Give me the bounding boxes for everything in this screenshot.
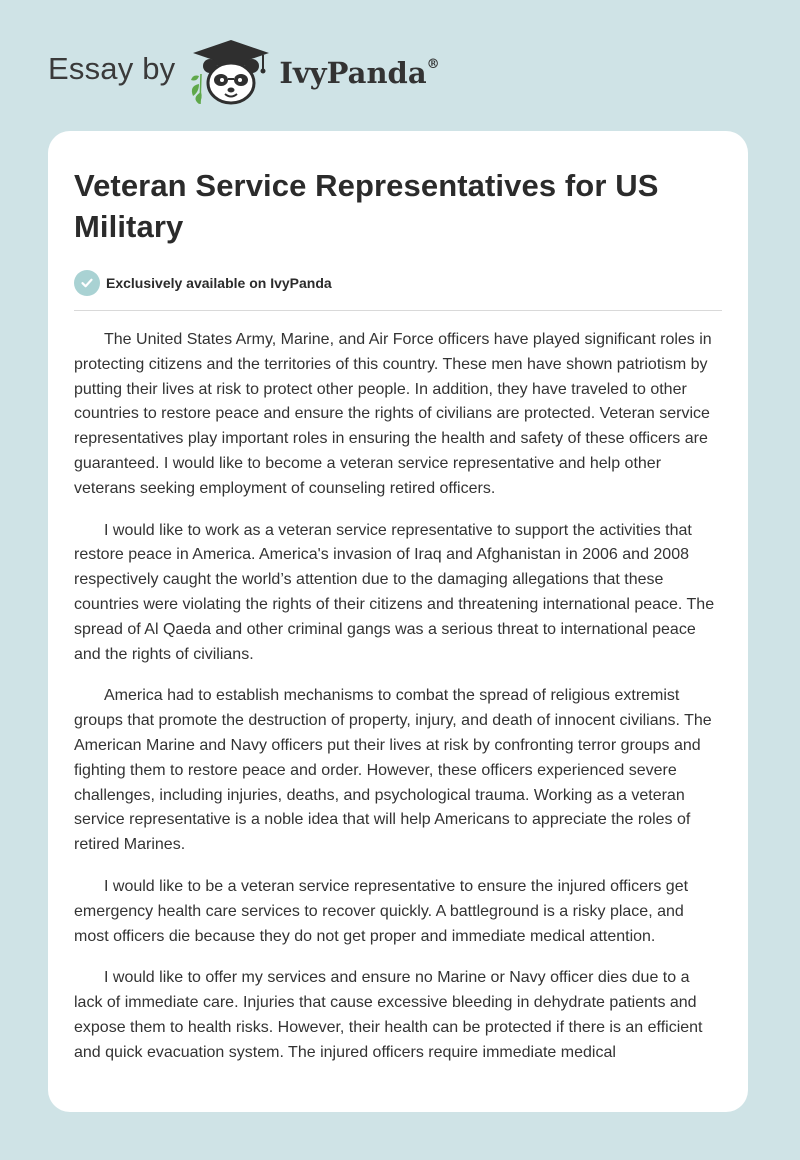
divider xyxy=(74,310,722,311)
brand-text[interactable]: IvyPanda xyxy=(279,56,427,90)
essay-card xyxy=(48,131,748,1112)
essay-body xyxy=(74,328,722,1066)
brand-name[interactable] xyxy=(279,56,439,90)
paragraph: The United States Army, Marine, and Air Force officers have played significant roles in protecting citizens and the territories of this country. These men have shown patriotism by putting their lives at risk to protect other people. In addition, they have traveled to other countries to restore peace and ensure the rights of civilians are protected. Veteran service representatives play important roles in ensuring the health and safety of these officers are guaranteed. I would like to become a veteran service representative and help other veterans seeking employment of counseling retired officers. xyxy=(74,331,712,497)
panda-graduation-cap-icon[interactable] xyxy=(185,36,277,106)
paragraph: America had to establish mechanisms to combat the spread of religious extremist groups that promote the destruction of property, injury, and death of innocent civilians. The American Marine and Navy officers put their lives at risk by confronting terror groups and fighting them to restore peace and order. However, these officers experienced severe challenges, including injuries, deaths, and psychological trauma. Working as a veteran service representative is a noble idea that will help Americans to appreciate the roles of retired Marines. xyxy=(74,687,712,854)
check-circle-icon xyxy=(74,270,100,296)
essay-by-label: Essay by xyxy=(48,51,176,86)
exclusive-badge-text: Exclusively available on IvyPanda xyxy=(106,275,332,291)
paragraph: I would like to offer my services and ensure no Marine or Navy officer dies due to a lack of immediate care. Injuries that cause excessive bleeding in dehydrate patients and expose them to health risks. However, their health can be protected if there is an efficient and quick evacuation system. The injured officers require immediate medical xyxy=(74,969,703,1061)
page-title: Veteran Service Representatives for US Military xyxy=(74,168,659,244)
site-header xyxy=(48,36,508,106)
trademark-symbol: ® xyxy=(426,57,440,73)
paragraph: I would like to work as a veteran service representative to support the activities that restore peace in America. America's invasion of Iraq and Afghanistan in 2006 and 2008 respectively caught the world’s attention due to the damaging allegations that these countries were violating the rights of their citizens and threatening international peace. The spread of Al Qaeda and other criminal gangs was a serious threat to international peace and the rights of civilians. xyxy=(74,521,715,663)
paragraph: I would like to be a veteran service representative to ensure the injured officers get emergency health care services to recover quickly. A battleground is a risky place, and most officers die because they do not get proper and immediate medical attention. xyxy=(74,877,689,945)
exclusive-badge xyxy=(74,269,722,297)
